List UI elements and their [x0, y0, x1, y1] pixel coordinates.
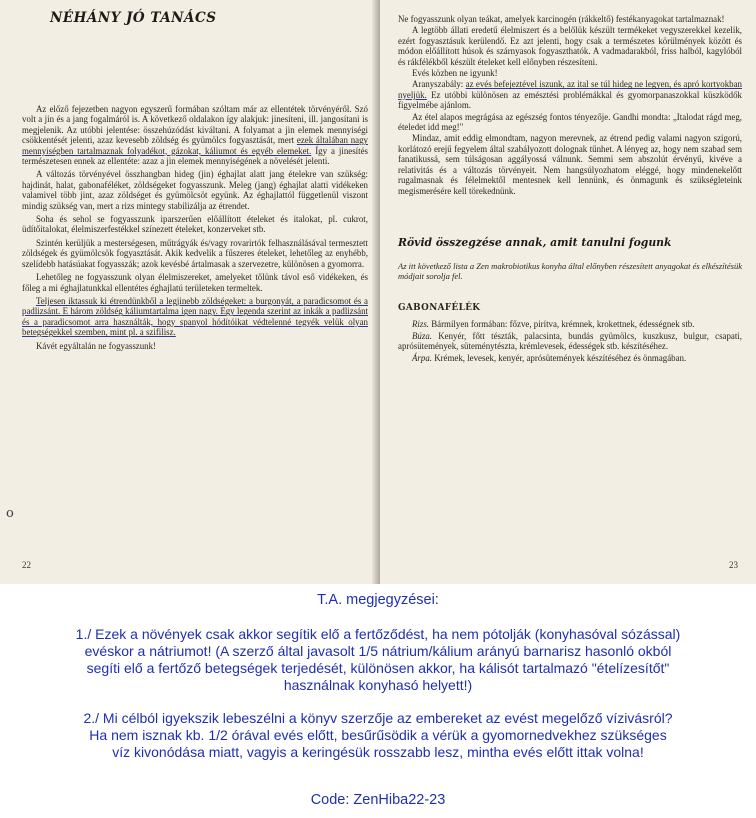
- commentary-notes: [0, 584, 756, 818]
- paragraph-yin-yang: [22, 104, 368, 166]
- paragraph-teas: Ne fogyasszunk olyan teákat, amelyek karcinogén (rákkeltő) festékanyagokat tartalmaznak!: [398, 14, 725, 24]
- paragraph-no-drinking: Evés közben ne igyunk!: [412, 68, 498, 79]
- underlined-text: ezek általában nagy mennyiségben tartalmaznak folyadékot, gázokat, káliumot és egyéb elemeket.: [22, 135, 368, 156]
- page-number-left: 22: [22, 560, 31, 570]
- page-number-right: 23: [729, 560, 738, 570]
- intro-text: Az itt következő lista a Zen makrobiotikus konyha által előnyben részesített anyagokat és elkészítésük módjait sorolja fel.: [398, 260, 742, 282]
- section-subheading: Rövid összegzése annak, amit tanulni fogunk: [398, 235, 672, 249]
- underlined-text: az evés befejeztével iszunk, az ital se túl hideg ne legyen, és apró kortyokban nyeljük.: [398, 79, 742, 100]
- paragraph-text: Az előző fejezetben nagyon egyszerű formában szóltam már az ellentétek törvényéről. Szó volt a jin és a jang fogalmáról is. A következő oldalakon így alakjuk: jinesíteni, ill. jangosítani is megjelenik. Az utóbbi jelentése: összehúzódást kiváltani. A folyamat a jin elemek mennyiségi csökkentését jelenti, azaz kevesebb zöldség és gyümölcs fogyasztását, mert: [22, 104, 368, 146]
- note-1: 1./ Ezek a növények csak akkor segítik elő a fertőződést, ha nem pótolják (konyhasóval sózással) evéskor a nátriumot! (A szerző által javasolt 1/5 nátrium/kálium arányú barnarisz hasonló okból segíti elő a fertőző betegségek terjedését, különösen akkor, ha kálisót tartalmazó "ételízesítőt" használnak konyhasó helyett!): [75, 626, 681, 693]
- paragraph-chewing: Az étel alapos megrágása az egészség fontos tényezője. Gandhi mondta: „Italodat rágd meg, ételedet idd meg!": [398, 111, 742, 133]
- food-description: Bármilyen formában: főzve, pirítva, krémnek, krokettnek, édességnek stb.: [429, 319, 695, 330]
- paragraph-flexibility: Mindaz, amit eddig elmondtam, nagyon merevnek, az étrend pedig valami nagyon szigorú, korlátozó erejű fegyelem által szabályozott dolognak tűnhet. A lényeg az, hogy nem szabad sem fanatikussá, sem túlságosan aggályossá válnunk. Semmi sem abszolút érvényű, kivéve a relativitás és a változás törvényeit. Nem hangsúlyozhatom eléggé, hogy mindenekelőtt rugalmasnak és félelmektől mentesnek kell lennünk, és önmagunk és szükségleteink megismerésére kell törekednünk.: [398, 133, 742, 196]
- left-page: [0, 0, 380, 584]
- food-name: Búza.: [412, 330, 432, 341]
- underlined-text: Teljesen iktassuk ki étrendünkből a legjinebb zöldségeket: a burgonyát, a paradicsomot és a padlizsánt. E három zöldség káliumtartalma igen nagy. Egy legenda szerint az inkák a padlizsánt és a paradicsomot arra használták, hogy spanyol hódítóikat védtelenné tegyék velük olyan betegségekkel szemben, mint pl. a szifilisz.: [22, 295, 368, 338]
- paragraph-golden-rule: [398, 79, 742, 110]
- paragraph-pesticides: Szintén kerüljük a mesterségesen, műtrágyák és/vagy rovarirtók felhasználásával termesztett zöldségek és gyümölcsök fogyasztását. Akik kedvelik a fűszeres ételeket, lehetőleg az enyhébb, szelídebb hatásúakat fogyasszák; azok kevésbé ártalmasak a szervezetre, különösen a gyomorra.: [22, 237, 368, 269]
- paragraph-nightshades: [22, 296, 368, 338]
- paragraph-industrial-food: Soha és sehol se fogyasszunk iparszerűen előállított ételeket és italokat, pl. cukrot, üdítőitalokat, élelmiszerfestékkel színezett ételeket, konzerveket stb.: [22, 214, 368, 235]
- paragraph-text: Aranyszabály:: [412, 79, 466, 90]
- food-name: Árpa.: [412, 352, 432, 363]
- notes-title: T.A. megjegyzései:: [317, 592, 439, 608]
- paragraph-text: Ez utóbbi különösen az emésztési problémákkal és gyomorpanaszokkal küszködők figyelmébe ajánlom.: [398, 89, 742, 111]
- paragraph-distant-food: Lehetőleg ne fogyasszunk olyan élelmiszereket, amelyeket tőlünk távol eső vidékeken, és főleg a mi éghajlatunkkal ellentétes éghajlatú területeken termeltek.: [22, 272, 368, 293]
- handwritten-margin-mark: o: [6, 506, 14, 521]
- paragraph-animal-food: A legtöbb állati eredetű élelmiszert és a belőlük készült termékeket vegyszerekkel kezelik, ezért fogyasztásuk kerülendő. Ez azt jelenti, hogy csak a természetes körülmények között és módon előállított húsok és szárnyasok fogyaszthatók. A vadmadarakból, friss halból, kagylóból és rákfélékből készült ételeket kell előnyben részesíteni.: [398, 25, 742, 67]
- list-item: [398, 331, 742, 352]
- food-name: Rizs.: [412, 319, 430, 330]
- document-code: Code: ZenHiba22-23: [310, 792, 446, 808]
- grains-section-title: GABONAFÉLÉK: [398, 303, 481, 314]
- food-description: Krémek, levesek, kenyér, aprósütemények készítéséhez és önmagában.: [431, 352, 687, 363]
- food-description: Kenyér, főtt tészták, palacsinta, bundás gyümölcs, kuszkusz, bulgur, csapati, aprósütemények, süteménytészta, krémlevesek, édességek stb. készítéséhez.: [398, 330, 742, 352]
- right-page: [380, 0, 756, 584]
- list-item: [398, 319, 742, 329]
- note-2: 2./ Mi célból igyekszik lebeszélni a könyv szerzője az embereket az evést megelőző vízivásról? Ha nem isznak kb. 1/2 órával evés előtt, besűrűsödik a vérük a gyomornedvekhez szükséges víz kivonódása miatt, vagyis a keringésük rosszabb lesz, mintha evés előtt ittak volna!: [83, 710, 673, 760]
- grains-list: [398, 319, 742, 363]
- page-heading: NÉHÁNY JÓ TANÁCS: [50, 10, 217, 26]
- paragraph-climate: A változás törvényével összhangban hideg (jin) éghajlat alatt jang ételekre van szükség: hajdinát, halat, gabonaféléket, zöldségeket fogyasszunk. Meleg (jang) éghajlat alatti vidékeken valamivel több jint, azaz zöldséget és gyümölcsöt együnk. Az éghajlattól függetlenül viszont mindig szükség van, mert a rizs mintegy stabilizálja az étrendet.: [22, 169, 368, 211]
- list-item: [398, 353, 742, 363]
- paragraph-coffee: Kávét egyáltalán ne fogyasszunk!: [36, 340, 157, 351]
- paragraph-text: Így a jinesítés természetesen ennek az ellentéte: azaz a jin elemek mennyiségének a növelését jelenti.: [22, 145, 368, 167]
